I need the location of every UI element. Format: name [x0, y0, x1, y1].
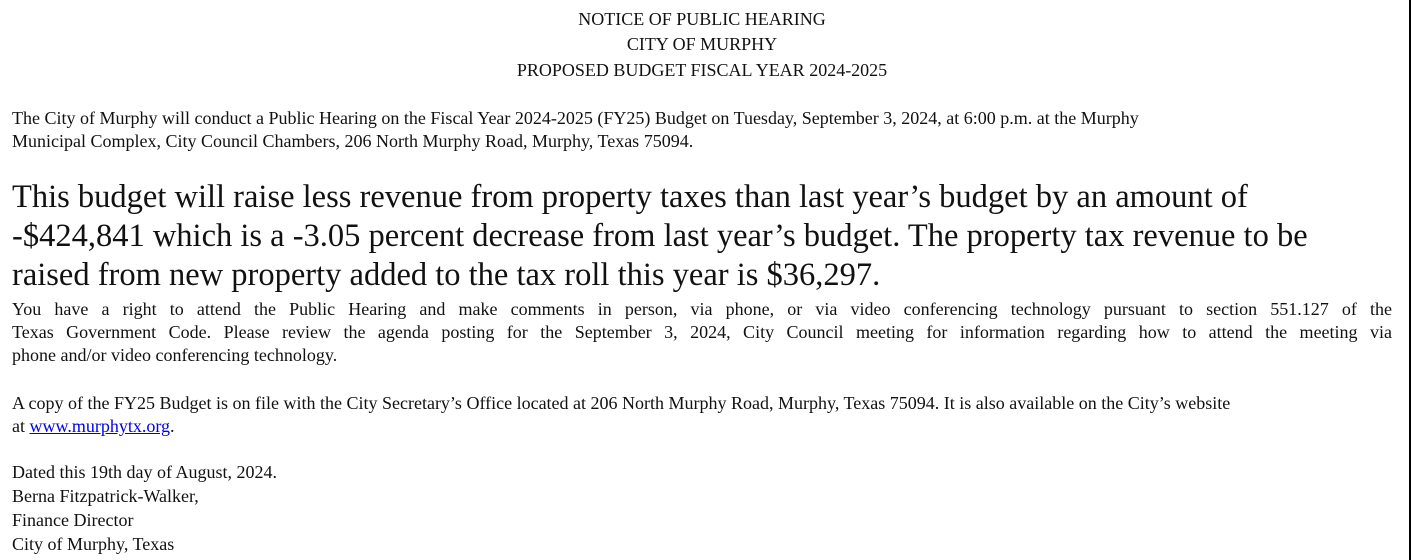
website-link[interactable]: www.murphytx.org	[29, 416, 170, 436]
signer-org: City of Murphy, Texas	[12, 534, 175, 554]
dated-line: Dated this 19th day of August, 2024.	[12, 462, 277, 482]
rights-line-1: You have a right to attend the Public Hearing and make comments in person, via phone, or via video conferencing technology pursuant to section 551.127 of the	[12, 299, 1392, 319]
rights-line-3: phone and/or video conferencing technology.	[12, 345, 338, 365]
statement-line-2: -$424,841 which is a -3.05 percent decrease from last year’s budget. The property tax revenue to be	[12, 218, 1308, 254]
intro-line-2: Municipal Complex, City Council Chambers, 206 North Murphy Road, Murphy, Texas 75094.	[12, 131, 694, 151]
city-title: CITY OF MURPHY	[626, 34, 778, 54]
rights-line-2: Texas Government Code. Please review the agenda posting for the September 3, 2024, City Council meeting for information regarding how to attend the meeting via	[12, 322, 1392, 342]
statement-line-1: This budget will raise less revenue from property taxes than last year’s budget by an amount of	[12, 179, 1248, 215]
budget-title: PROPOSED BUDGET FISCAL YEAR 2024-2025	[516, 60, 888, 80]
copy-line-1: A copy of the FY25 Budget is on file with the City Secretary’s Office located at 206 North Murphy Road, Murphy, Texas 75094. It is also available on the City’s website	[12, 393, 1231, 413]
copy-prefix: at	[12, 416, 30, 436]
page-edge	[1409, 0, 1411, 560]
signer-title: Finance Director	[12, 510, 134, 530]
notice-title: NOTICE OF PUBLIC HEARING	[578, 9, 826, 29]
statement-line-3: raised from new property added to the tax roll this year is $36,297.	[12, 257, 881, 293]
signer-name: Berna Fitzpatrick-Walker,	[12, 486, 199, 506]
copy-suffix: .	[170, 416, 175, 436]
copy-line-2	[12, 415, 175, 437]
intro-line-1: The City of Murphy will conduct a Public Hearing on the Fiscal Year 2024-2025 (FY25) Budget on Tuesday, September 3, 2024, at 6:00 p.m. at the Murphy	[12, 108, 1139, 128]
